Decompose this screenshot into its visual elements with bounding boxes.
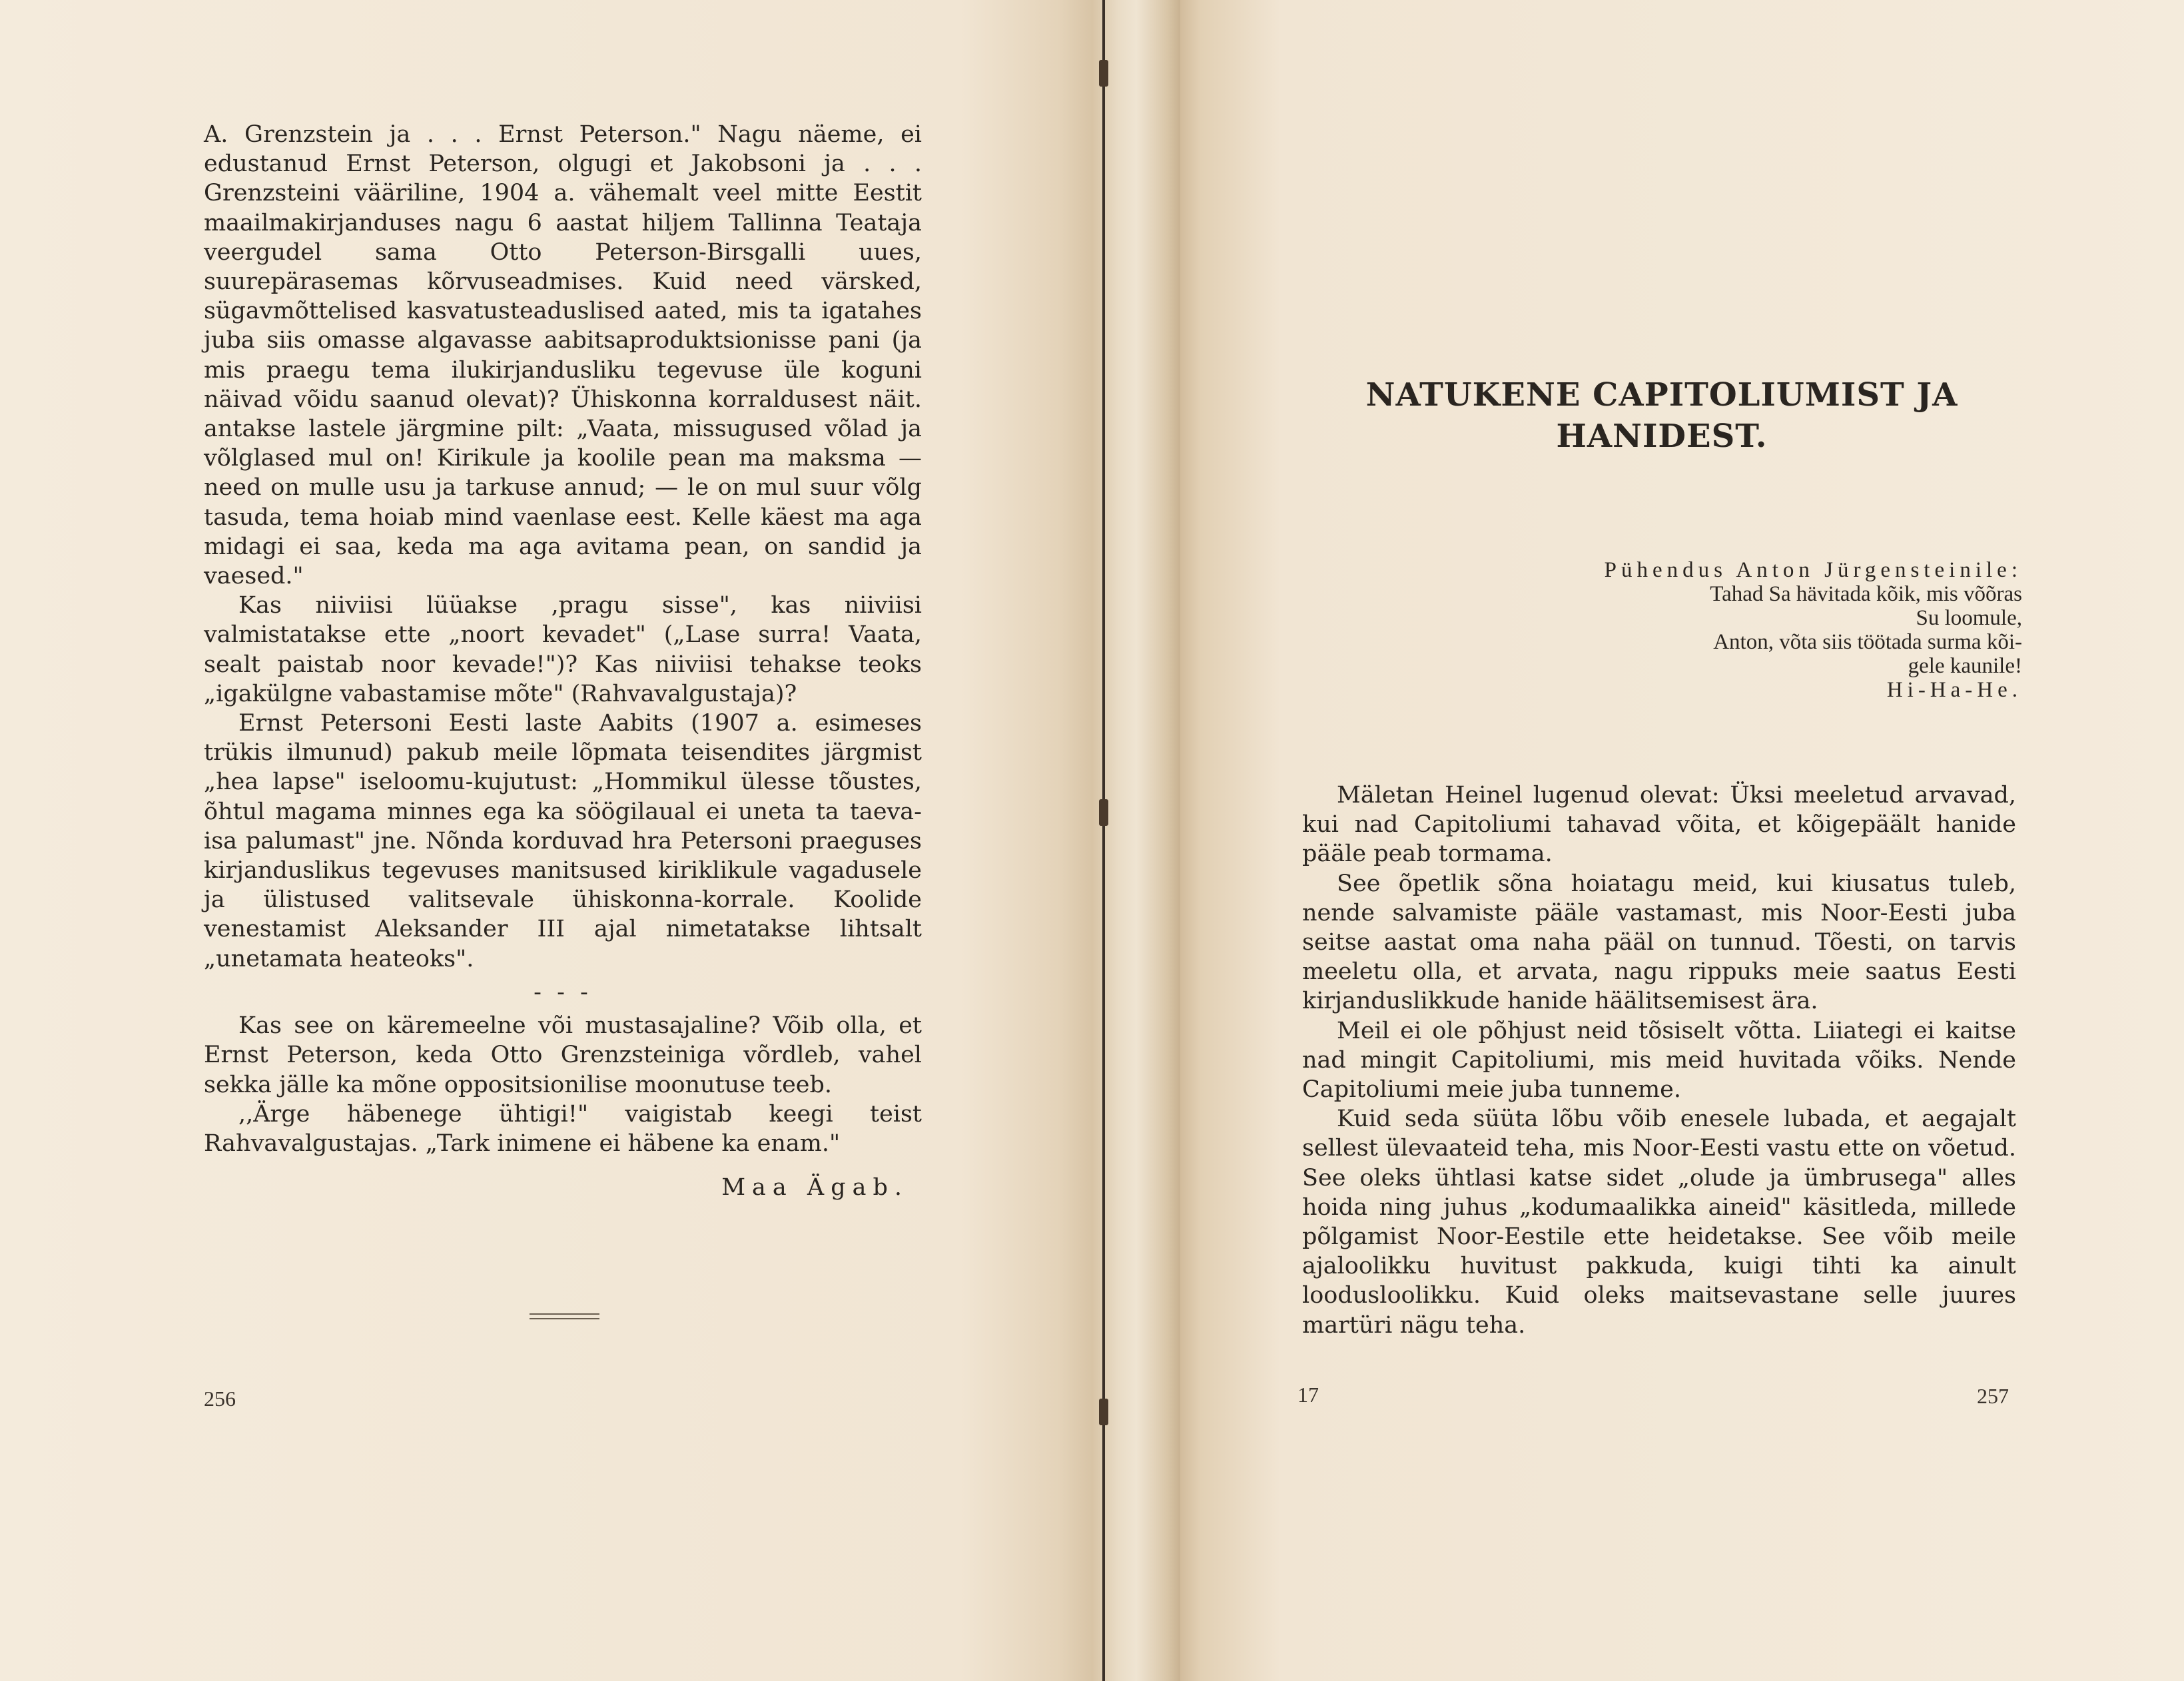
binding-stitch bbox=[1099, 60, 1108, 87]
dedication-line: gele kaunile! bbox=[1908, 654, 2022, 678]
dedication-heading: Pühendus Anton Jürgensteinile: bbox=[1604, 558, 2022, 582]
paragraph: See õpetlik sõna hoiatagu meid, kui kiusatus tuleb, nende salvamiste pääle vastamast, mis Noor-Eesti juba seitse aastat oma naha pääl on tunnud. Tõesti, on tarvis meeletu olla, et arvata, nagu rippuks meie saatus Eesti kirjanduslikkude hanide häälitsemisest ära. bbox=[1302, 870, 2016, 1015]
dedication-line: Anton, võta siis töötada surma kõi- bbox=[1713, 630, 2022, 654]
dedication-line: Tahad Sa hävitada kõik, mis võõras bbox=[1710, 582, 2022, 606]
paragraph: ,,Ärge häbenege ühtigi!" vaigistab keegi teist Rahvavalgustajas. „Tark inimene ei häbene ka enam." bbox=[204, 1100, 922, 1157]
dedication bbox=[1579, 558, 2022, 702]
paragraph: Mäletan Heinel lugenud olevat: Üksi meeletud arvavad, kui nad Capitoliumi tahavad võita, et kõigepäält hanide pääle peab tormama. bbox=[1302, 782, 2016, 868]
paragraph: Kuid seda süüta lõbu võib enesele lubada, et aegajalt sellest ülevaateid teha, mis Noor-Eesti vastu ette on võetud. See oleks ühtlasi katse sidet „olude ja ümbrusega" alles hoida ning juhus „kodumaalikka aineid" käsitleda, millede põlgamist Noor-Eestile ette heidetakse. See võib meile ajaloolikku huvitust pakkuda, kuigi tihti ka ainult loodusloolikku. Kuid oleks maitsevastane selle juures martüri nägu teha. bbox=[1302, 1106, 2016, 1339]
binding-stitch bbox=[1099, 1399, 1108, 1425]
paragraph: Meil ei ole põhjust neid tõsiselt võtta. Liiategi ei kaitse nad mingit Capitoliumi, mis meid huvitada võiks. Nende Capitoliumi meie juba tunneme. bbox=[1302, 1017, 2016, 1104]
article-title: NATUKENE CAPITOLIUMIST JA HANIDEST. bbox=[1365, 376, 1958, 455]
binding-stitch bbox=[1099, 799, 1108, 826]
dedication-signature: Hi-Ha-He. bbox=[1886, 678, 2022, 702]
spine-binding bbox=[1102, 0, 1105, 1681]
page-number: 257 bbox=[1977, 1384, 2009, 1408]
page-number: 256 bbox=[204, 1387, 236, 1411]
book-gutter bbox=[1092, 0, 1180, 1681]
section-separator: - - - bbox=[534, 978, 592, 1006]
end-rule bbox=[530, 1313, 599, 1319]
paragraph: Kas see on käremeelne või mustasajaline? Võib olla, et Ernst Peterson, keda Otto Grenzsteiniga võrdleb, vahel sekka jälle ka mõne oppositsionilise moonutuse teeb. bbox=[204, 1012, 922, 1098]
author-signature: Maa Ägab. bbox=[721, 1174, 909, 1201]
right-page-text bbox=[1302, 781, 2016, 1340]
paragraph: A. Grenzstein ja . . . Ernst Peterson." Nagu näeme, ei edustanud Ernst Peterson, olgugi et Jakobsoni ja . . . Grenzsteini vääriline, 1904 a. vähemalt veel mitte Eestit maailmakirjanduses nagu 6 aastat hiljem Tallinna Teataja veergudel sama Otto Peterson-Birsgalli uues, suurepärasemas kõrvuseadmises. Kuid need värsked, sügavmõttelised kasvatusteaduslised aated, mis ta igatahes juba siis omasse algavasse aabitsaproduktsionisse pani (ja mis praegu tema ilukirjandusliku tegevuse üle koguni näivad võidu saanud olevat)? Ühiskonna korraldusest näit. antakse lastele järgmine pilt: „Vaata, missugused võlad ja võlglased mul on! Kirikule ja koolile pean ma maksma — need on mulle usu ja tarkuse annud; — le on mul suur võlg tasuda, tema hoiab mind vaenlase eest. Kelle käest ma aga midagi ei saa, keda ma aga avitama pean, on sandid ja vaesed." bbox=[204, 121, 922, 590]
left-page-text bbox=[204, 120, 922, 1202]
signature-mark: 17 bbox=[1297, 1383, 1319, 1407]
paragraph: Ernst Petersoni Eesti laste Aabits (1907 a. esimeses trükis ilmunud) pakub meile lõpmata teisendites järgmist „hea lapse" iseloomu-kujutust: „Hommikul ülesse tõustes, õhtul magama minnes ega ka söögilaual ei uneta ta taeva-isa palumast" jne. Nõnda korduvad hra Petersoni praeguses kirjanduslikus tegevuses manitsused kiriklikule vagadusele ja ülistused valitsevale ühiskonna-korrale. Koolide venestamist Aleksander III ajal nimetatakse lihtsalt „unetamata heateoks". bbox=[204, 710, 922, 972]
dedication-line: Su loomule, bbox=[1916, 606, 2022, 630]
paragraph: Kas niiviisi lüüakse ‚pragu sisse", kas niiviisi valmistatakse ette „noort kevadet" („Lase surra! Vaata, sealt paistab noor kevade!")? Kas niiviisi tehakse teoks „igakülgne vabastamise mõte" (Rahvavalgustaja)? bbox=[204, 592, 922, 707]
